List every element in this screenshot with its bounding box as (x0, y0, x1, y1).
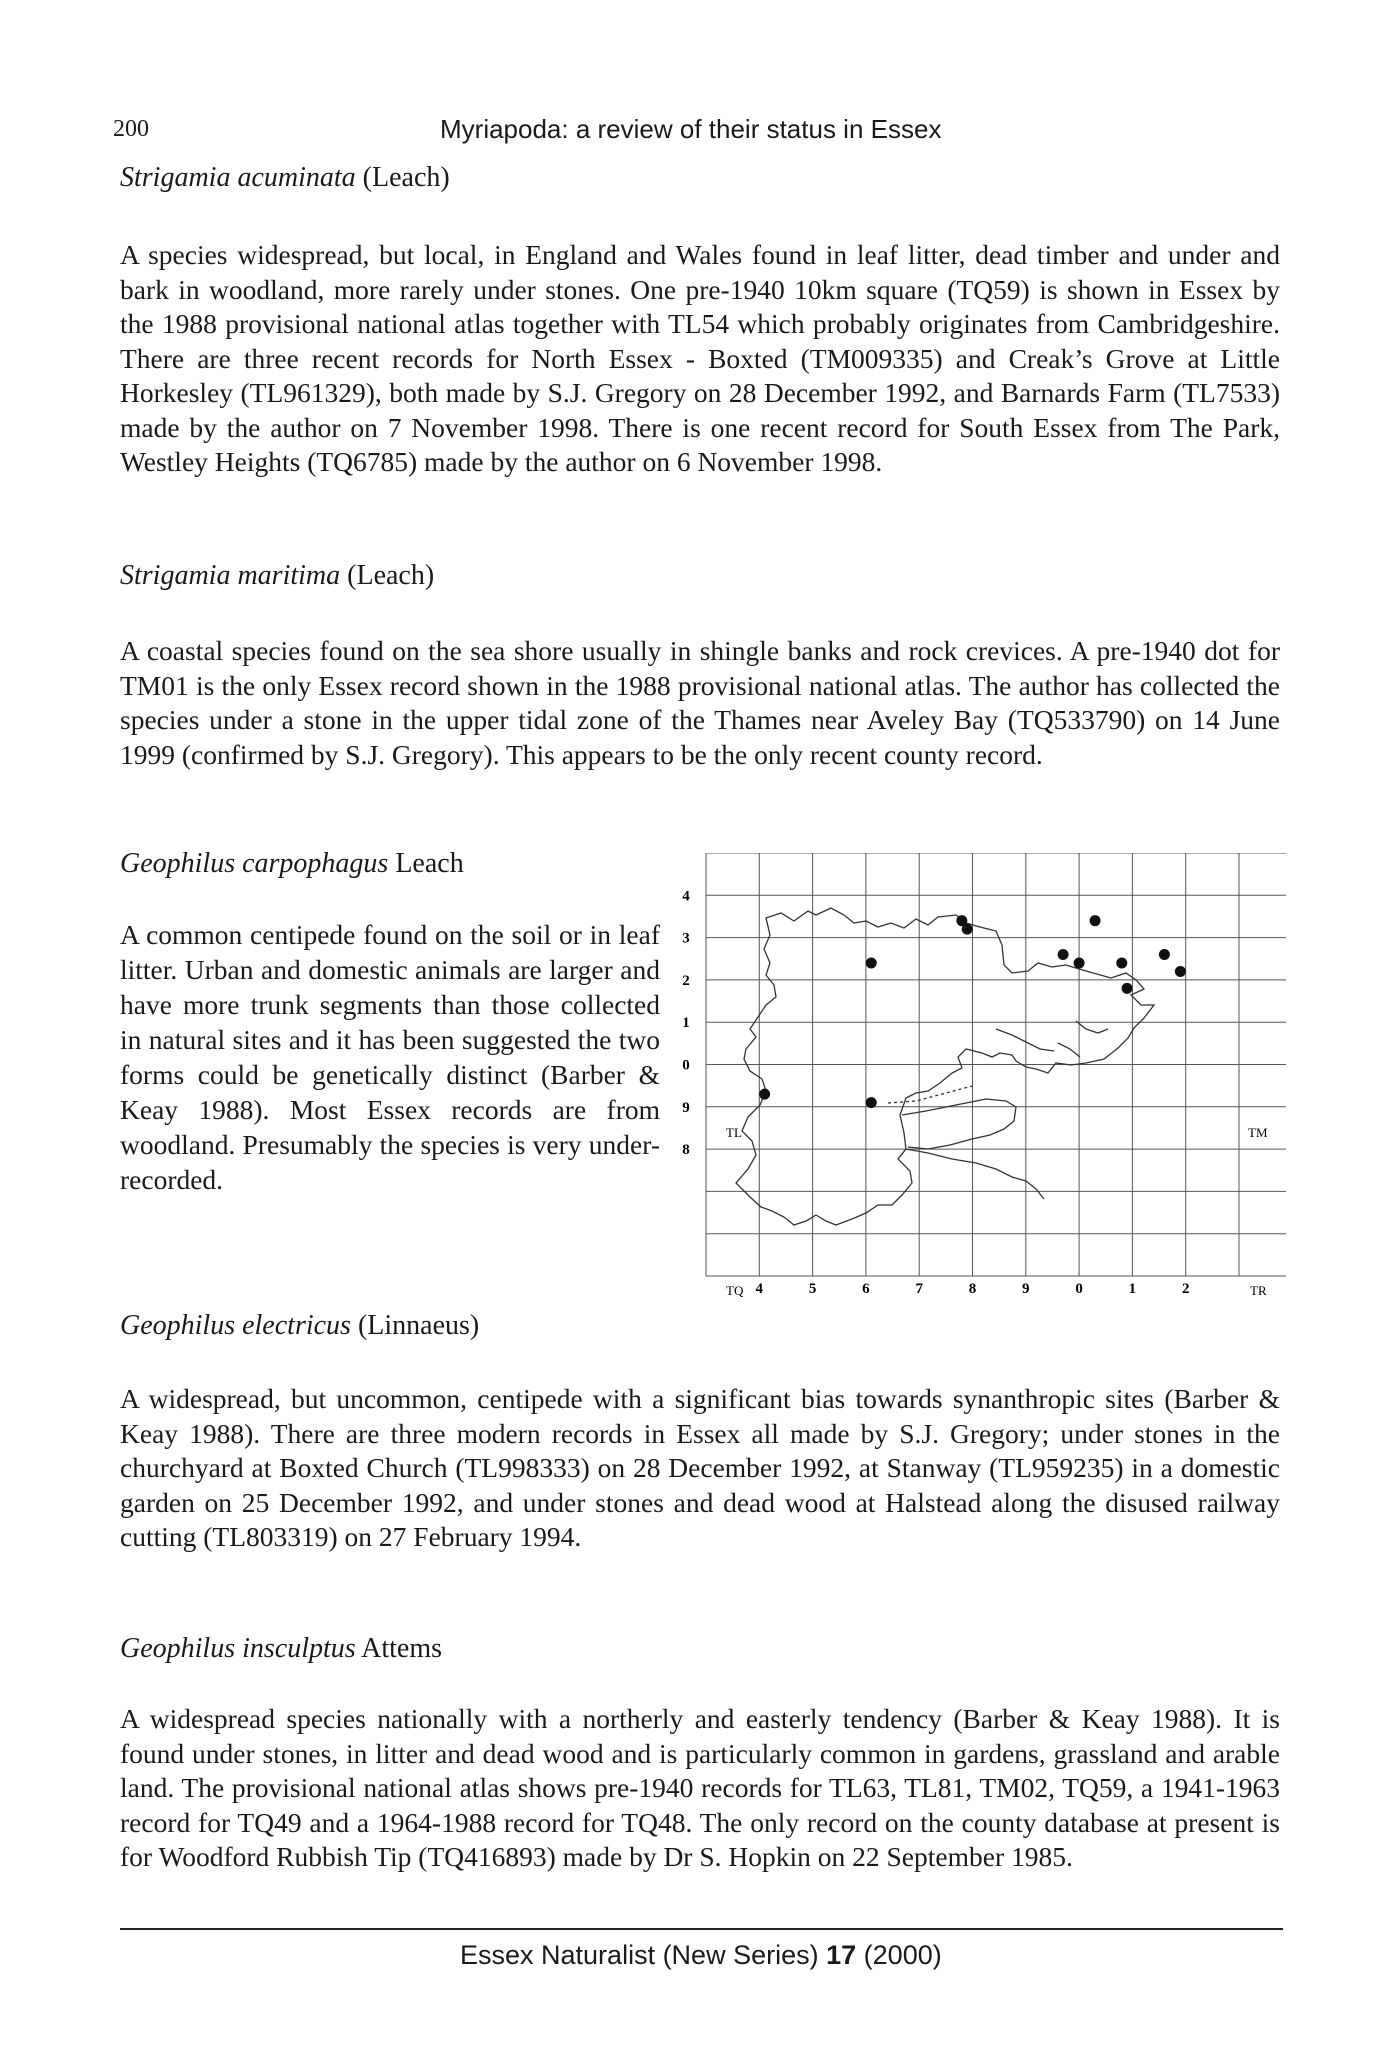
record-dot (1074, 957, 1085, 968)
essex-coastline (736, 908, 1154, 1225)
species-paragraph: A coastal species found on the sea shore usually in shingle banks and rock crevices. A pre-1940 dot for TM01 is the only Essex record shown in the 1988 provisional national atlas. The author has collected the species under a stone in the upper tidal zone of the Thames near Aveley Bay (TQ533790) on 14 June 1999 (confirmed by S.J. Gregory). This appears to be the only recent county record. (120, 635, 1280, 770)
record-dot (1090, 915, 1101, 926)
x-tick-label: 6 (862, 1281, 870, 1297)
species-name: Geophilus electricus (120, 1310, 351, 1341)
x-tick-label: 5 (808, 1281, 817, 1297)
x-axis-labels (756, 1281, 1190, 1297)
journal-year: (2000) (863, 1940, 942, 1970)
footer-rule (120, 1928, 1283, 1930)
distribution-map (666, 853, 1286, 1330)
y-axis-labels (682, 888, 690, 1158)
y-tick-label: 3 (682, 930, 690, 947)
x-tick-label: 0 (1075, 1281, 1083, 1297)
y-tick-label: 0 (682, 1057, 690, 1074)
record-dot (1116, 957, 1127, 968)
journal-volume: 17 (826, 1940, 857, 1970)
record-dot (866, 1097, 877, 1108)
page-number: 200 (113, 116, 149, 142)
x-tick-label: 4 (755, 1281, 764, 1297)
record-dot (1122, 983, 1133, 994)
square-label-tr: TR (1250, 1283, 1267, 1298)
square-label-tm: TM (1248, 1125, 1268, 1140)
species-heading (120, 848, 464, 880)
square-label-tq: TQ (726, 1283, 744, 1298)
y-tick-label: 8 (682, 1142, 690, 1159)
species-heading (120, 1310, 479, 1342)
species-authority: (Linnaeus) (357, 1310, 480, 1341)
x-tick-label: 7 (915, 1281, 923, 1297)
journal-name: Essex Naturalist (New Series) (460, 1940, 819, 1970)
square-label-tl: TL (726, 1125, 742, 1140)
footer (460, 1940, 942, 1971)
species-heading (120, 162, 450, 194)
record-dot (759, 1089, 770, 1100)
x-tick-label: 2 (1181, 1281, 1190, 1297)
record-dot (1159, 949, 1170, 960)
species-authority: Leach (395, 848, 464, 879)
x-tick-label: 1 (1128, 1281, 1137, 1297)
species-name: Strigamia maritima (120, 560, 341, 591)
record-dot (866, 957, 877, 968)
x-tick-label: 9 (1022, 1281, 1030, 1297)
species-paragraph: A widespread, but uncommon, centipede with a significant bias towards synanthropic sites (Barber & Keay 1988). There are three modern records in Essex all made by S.J. Gregory; under stones in the churchyard at Boxted Church (TL998333) on 28 December 1992, at Stanway (TL959235) in a domestic garden on 25 December 1992, and under stones and dead wood at Halstead along the disused railway cutting (TL803319) on 27 February 1994. (120, 1383, 1280, 1552)
species-paragraph: A species widespread, but local, in England and Wales found in leaf litter, dead timber and under and bark in woodland, more rarely under stones. One pre-1940 10km square (TQ59) is shown in Essex by the 1988 provisional national atlas together with TL54 which probably originates from Cambridgeshire. There are three recent records for North Essex - Boxted (TM009335) and Creak’s Grove at Little Horkesley (TL961329), both made by S.J. Gregory on 28 December 1992, and Barnards Farm (TL7533) made by the author on 7 November 1998. There is one recent record for South Essex from The Park, Westley Heights (TQ6785) made by the author on 6 November 1998. (120, 239, 1280, 477)
species-authority: (Leach) (362, 162, 450, 193)
y-tick-label: 1 (682, 1015, 690, 1032)
map-grid (706, 853, 1286, 1276)
y-tick-label: 4 (682, 888, 690, 905)
y-tick-label: 2 (682, 972, 690, 989)
species-paragraph: A widespread species nationally with a northerly and easterly tendency (Barber & Keay 1988). It is found under stones, in litter and dead wood and is particularly common in gardens, grassland and arable land. The provisional national atlas shows pre-1940 records for TL63, TL81, TM02, TQ59, a 1941-1963 record for TQ49 and a 1964-1988 record for TQ48. The only record on the county database at present is for Woodford Rubbish Tip (TQ416893) made by Dr S. Hopkin on 22 September 1985. (120, 1703, 1280, 1872)
record-dot (1175, 966, 1186, 977)
species-name: Geophilus insculptus (120, 1633, 356, 1664)
species-heading (120, 1633, 442, 1665)
x-tick-label: 8 (968, 1281, 977, 1297)
y-tick-label: 9 (682, 1099, 690, 1116)
species-name: Geophilus carpophagus (120, 848, 389, 879)
species-authority: (Leach) (347, 560, 435, 591)
record-dot (1058, 949, 1069, 960)
species-heading (120, 560, 434, 592)
species-authority: Attems (361, 1633, 443, 1664)
species-name: Strigamia acuminata (120, 162, 356, 193)
running-title: Myriapoda: a review of their status in Essex (440, 114, 942, 144)
species-paragraph: A common centipede found on the soil or in leaf litter. Urban and domestic animals are larger and have more trunk segments than those collected in natural sites and it has been suggested the two forms could be genetically distinct (Barber & Keay 1988). Most Essex records are from woodland. Presumably the species is very under-recorded. (120, 919, 660, 1195)
record-dot (962, 924, 973, 935)
